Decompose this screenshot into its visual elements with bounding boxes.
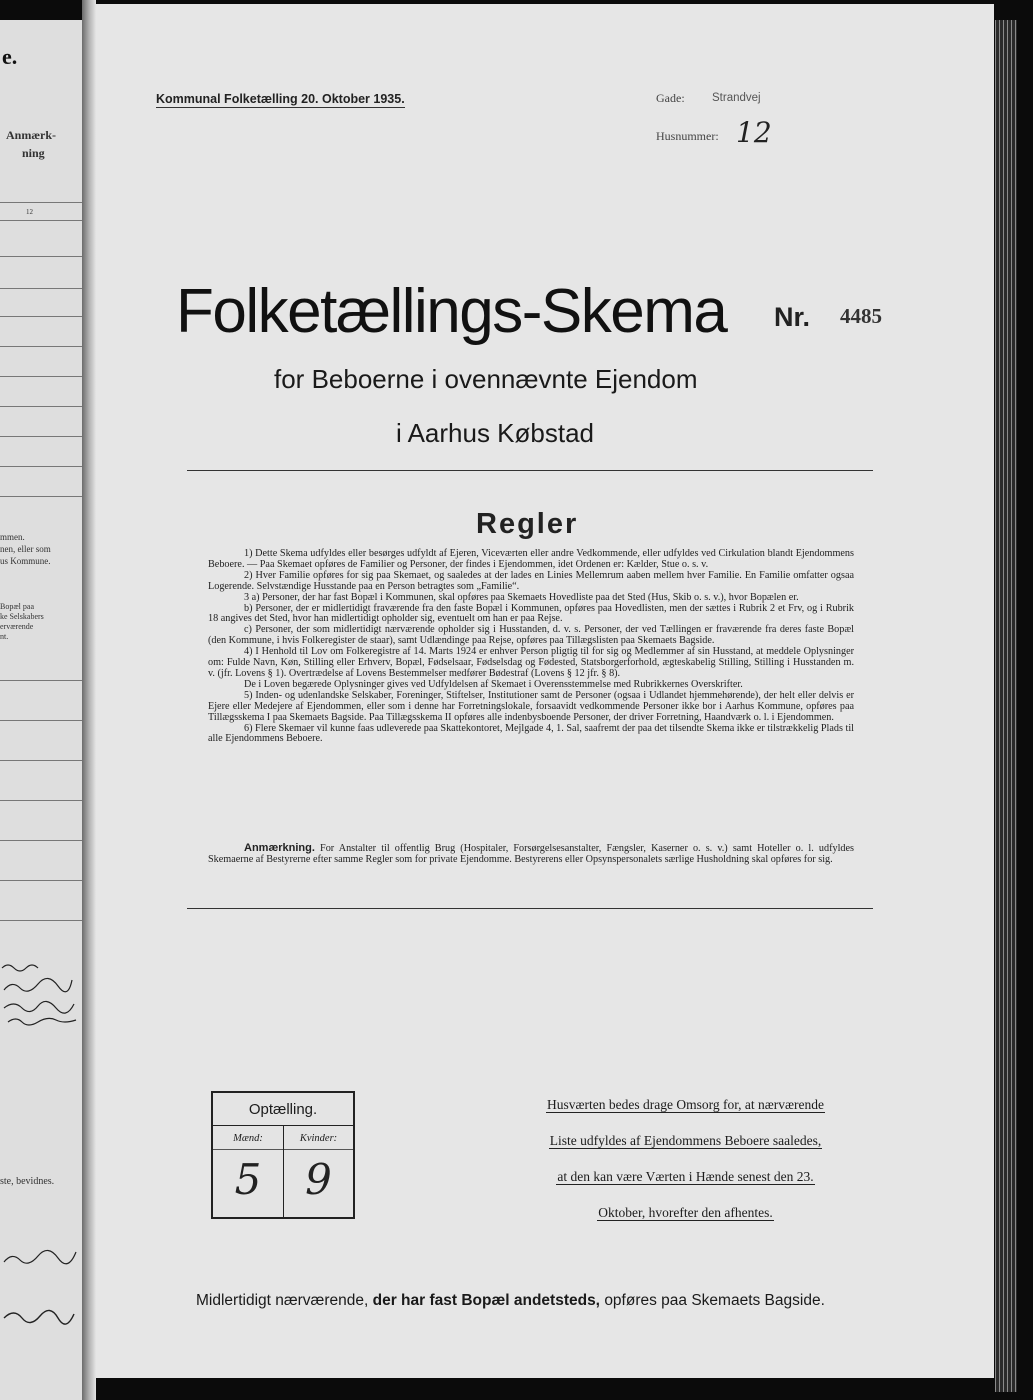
- footer-part-1: Midlertidigt nærværende,: [196, 1292, 369, 1309]
- footer-part-3: opføres paa Skemaets Bagside.: [604, 1292, 825, 1309]
- handwriting-scribble: [0, 960, 82, 1040]
- rule-2: 2) Hver Familie opføres for sig paa Skemaet, og saaledes at der lades en Linies Mellemrum aaben mellem hver Familie. En Familie omfatter ogsaa Logerende. Selvstændige Husstande paa en Person betragtes som „Familie“.: [208, 569, 854, 592]
- remark-text: For Anstalter til offentlig Brug (Hospitaler, Forsørgelsesanstalter, Fængsler, Kaserner o. s. v.) samt Hoteller o. l. udfyldes Skemaerne af Bestyrerne efter samme Regler som for private Ejendomme. Bestyrerens eller Opsynspersonalets særlige Husholdning skal opføres for sig.: [208, 843, 854, 865]
- handwriting-scribble: [0, 1242, 82, 1332]
- census-title-line: Kommunal Folketælling 20. Oktober 1935.: [156, 92, 405, 106]
- street-label: Gade:: [656, 91, 685, 105]
- women-label: Kvinder:: [299, 1133, 338, 1144]
- form-subtitle: for Beboerne i ovennævnte Ejendom: [274, 364, 698, 394]
- form-location: i Aarhus Købstad: [396, 418, 594, 448]
- count-box: [211, 1091, 355, 1219]
- count-title: Optælling.: [248, 1101, 318, 1118]
- rule-5: 5) Inden- og udenlandske Selskaber, Foreninger, Stiftelser, Institutioner samt de Personer (ogsaa i Udlandet hjemmehørende), der helt eller delvis er Ejere eller Medejere af Ejendommen, eller som i denne har Forretningslokale, forsaavidt vedkommende Personer ikke bor i Aarhus Kommune, opføres paa Tillægsskema I paa Skemaets Bagside. Paa Tillægsskema II opføres alle indenbysboende Personer, der driver Forretning, Haandværk o. l. i Ejendommen.: [208, 689, 854, 723]
- fragment-anmaerk: Anmærk-: [6, 128, 56, 142]
- footer-instruction: [196, 1292, 825, 1310]
- page-stack-edge: [995, 20, 1017, 1392]
- book-spine: [82, 0, 96, 1400]
- house-number-value: 12: [736, 116, 772, 149]
- rule-6: 6) Flere Skemaer vil kunne faas udleverede paa Skattekontoret, Mejlgade 4, 1. Sal, saafremt der paa det tilsendte Skema ikke er tilstrækkelig Plads til alle Ejendommens Beboere.: [208, 722, 854, 745]
- rules-text: [208, 549, 854, 745]
- fragment-text: nt.: [0, 632, 9, 641]
- fragment-text: ke Selskabers: [0, 612, 44, 621]
- landlord-note-line-3: at den kan være Værten i Hænde senest den 23.: [557, 1169, 814, 1184]
- rule-4b: De i Loven begærede Oplysninger gives ved Udfyldelsen af Skemaet i Overensstemmelse med Rubrikkernes Overskrifter.: [244, 678, 743, 690]
- remark-paragraph: [208, 843, 854, 866]
- fragment-text: mmen.: [0, 532, 25, 542]
- fragment-text: nen, eller som: [0, 544, 51, 554]
- divider-top: [187, 470, 873, 471]
- fragment-col-number: 12: [26, 208, 33, 216]
- rule-3c: c) Personer, der som midlertidigt nærværende opholder sig i Husstanden, d. v. s. Personer, der ved Tællingen er fraværende fra deres faste Bopæl (den Kommune, i hvis Folkeregister de staar), samt Udlændinge paa Rejse, opføres paa Tillægslisten paa Skemaets Bagside.: [208, 624, 854, 647]
- remark-label: Anmærkning.: [244, 842, 315, 854]
- fragment-text: us Kommune.: [0, 556, 51, 566]
- landlord-note-line-1: Husværten bedes drage Omsorg for, at nærværende: [546, 1097, 825, 1112]
- rule-3b: b) Personer, der er midlertidigt fraværende fra den faste Bopæl i Kommunen, opføres paa Hovedlisten, men der sættes i Rubrik 2 et Frv, og i Rubrik 18 angives det Sted, hvor han midlertidigt opholder sig, eventuelt om han er paa Rejse.: [208, 602, 854, 625]
- form-number-label: Nr.: [774, 302, 811, 332]
- men-label: Mænd:: [233, 1133, 263, 1144]
- divider-bottom: [187, 908, 873, 909]
- landlord-note-line-4: Oktober, hvorefter den afhentes.: [598, 1205, 773, 1220]
- rule-3a: 3 a) Personer, der har fast Bopæl i Kommunen, skal opføres paa Skemaets Hovedliste paa det Sted (Hus, Skib o. s. v.), hvor Bopælen er.: [244, 591, 799, 603]
- fragment-text: erværende: [0, 622, 34, 631]
- fragment-ning: ning: [22, 146, 45, 160]
- rule-1: 1) Dette Skema udfyldes eller besørges udfyldt af Ejeren, Viceværten eller andre Vedkommende, eller udfyldes ved Cirkulation blandt Ejendommens Beboere. — Paa Skemaet opføres de Familier og Personer, der findes i Ejendommen, idet Ordenen er: Kælder, Stue o. s. v.: [208, 548, 854, 570]
- form-number-value: 4485: [840, 304, 882, 328]
- street-value: Strandvej: [712, 92, 761, 104]
- women-count: 9: [305, 1155, 332, 1204]
- rule-4: 4) I Henhold til Lov om Folkeregistre af 14. Marts 1924 er enhver Person pligtig til for sig og Medlemmer af sin Husstand, at meddele Oplysninger om: Fulde Navn, Køn, Stilling eller Erhverv, Bopæl, Fødselsaar, Fødselsdag og Fødested, Statsborgerforhold, ægteskabelig Stilling, Stilling i Husstanden m. v. (jfr. Lovens § 1). Overtrædelse af Lovens Bestemmelser medfører Bødestraf (Lovens § 12 jfr. § 8).: [208, 646, 854, 679]
- form-title: Folketællings-Skema: [176, 277, 727, 346]
- men-count: 5: [234, 1155, 262, 1204]
- fragment-heading: e.: [2, 44, 18, 69]
- fragment-text: ste, bevidnes.: [0, 1176, 55, 1187]
- house-number-label: Husnummer:: [656, 129, 719, 143]
- previous-page-edge: [0, 20, 82, 1400]
- footer-part-2: der har fast Bopæl andetsteds,: [372, 1292, 600, 1309]
- landlord-note-line-2: Liste udfyldes af Ejendommens Beboere saaledes,: [549, 1133, 822, 1148]
- fragment-text: Bopæl paa: [0, 602, 34, 611]
- rules-heading: Regler: [476, 508, 579, 540]
